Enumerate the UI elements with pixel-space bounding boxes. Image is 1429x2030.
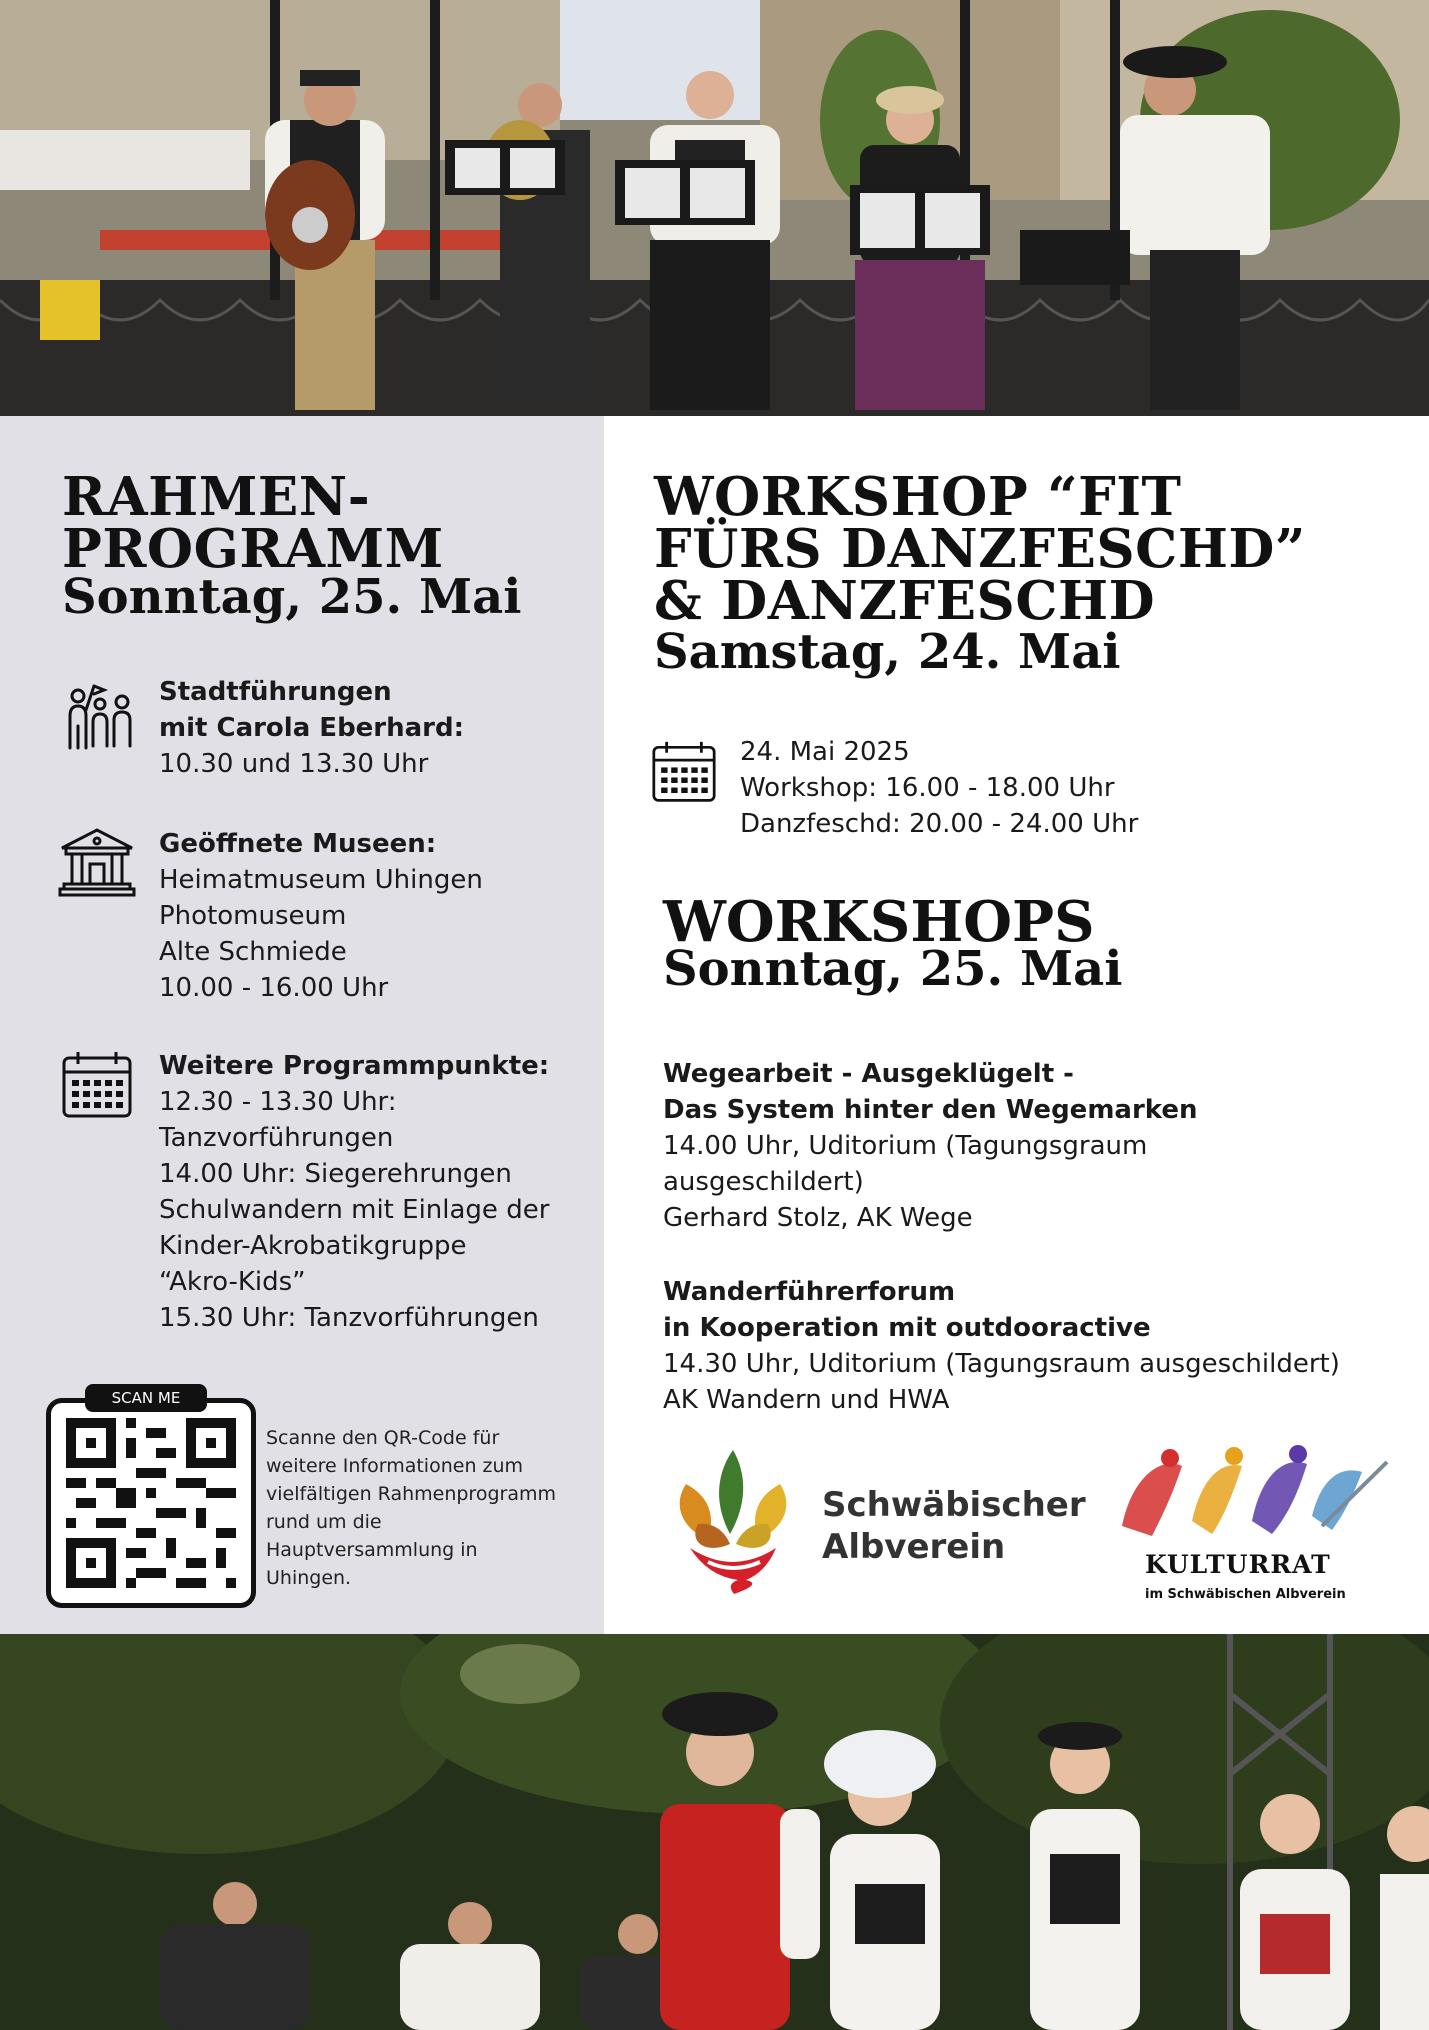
qr-description: Scanne den QR-Code für weitere Informationen zum vielfältigen Rahmenprogramm rund um die Hauptversammlung in Uhingen. [266, 1427, 556, 1589]
albverein-leaves-logo [668, 1444, 798, 1600]
wegearbeit-heading: Wegearbeit - Ausgeklügelt - Das System hinter den Wegemarken [663, 1059, 1198, 1125]
wanderfuehrerforum-line-2: AK Wandern und HWA [663, 1385, 950, 1415]
albverein-logo-text: Schwäbischer Albverein [822, 1485, 1086, 1567]
calendar-icon [62, 1050, 132, 1120]
schedule-line-2: Workshop: 16.00 - 18.00 Uhr [740, 773, 1115, 803]
wanderfuehrerforum-line-1: 14.30 Uhr, Uditorium (Tagungsraum ausgeschildert) [663, 1349, 1340, 1379]
wegearbeit-line-3: Gerhard Stolz, AK Wege [663, 1203, 973, 1233]
stadtfuehrungen-time: 10.30 und 13.30 Uhr [159, 749, 429, 779]
programmpunkte-block [159, 1048, 549, 1336]
programmpunkte-line-5: Kinder-Akrobatikgruppe [159, 1231, 467, 1261]
guided-tour-icon [64, 676, 138, 750]
top-photo-band [0, 0, 1429, 416]
calendar-icon [652, 740, 716, 804]
wanderfuehrerforum-heading: Wanderführerforum in Kooperation mit outdooractive [663, 1277, 1151, 1343]
schedule-line-3: Danzfeschd: 20.00 - 24.00 Uhr [740, 809, 1139, 839]
programmpunkte-line-4: Schulwandern mit Einlage der [159, 1195, 550, 1225]
bottom-photo-dancers [0, 1634, 1429, 2030]
programmpunkte-line-3: 14.00 Uhr: Siegerehrungen [159, 1159, 512, 1189]
workshop-title: WORKSHOP “FIT FÜRS DANZFESCHD” & DANZFESCHD [654, 466, 1306, 632]
museen-line-3: Alte Schmiede [159, 937, 347, 967]
museen-line-4: 10.00 - 16.00 Uhr [159, 973, 389, 1003]
museum-icon [58, 826, 136, 898]
qr-code-frame[interactable] [46, 1398, 256, 1608]
stadtfuehrungen-heading: Stadtführungen mit Carola Eberhard: [159, 677, 465, 743]
programmpunkte-heading: Weitere Programmpunkte: [159, 1051, 550, 1081]
workshops-date: Sonntag, 25. Mai [663, 941, 1123, 997]
museen-line-2: Photomuseum [159, 901, 347, 931]
rahmenprogramm-title: RAHMEN- PROGRAMM [62, 466, 444, 580]
workshop-wegearbeit [663, 1056, 1198, 1236]
stadtfuehrungen-block [159, 674, 464, 782]
workshop-date: Samstag, 24. Mai [654, 624, 1121, 680]
programmpunkte-line-2: Tanzvorführungen [159, 1123, 394, 1153]
schedule-line-1: 24. Mai 2025 [740, 737, 910, 767]
rahmenprogramm-date: Sonntag, 25. Mai [62, 569, 522, 625]
wegearbeit-line-2: ausgeschildert) [663, 1167, 864, 1197]
programmpunkte-line-1: 12.30 - 13.30 Uhr: [159, 1087, 397, 1117]
workshops-title: WORKSHOPS [663, 889, 1095, 955]
programmpunkte-line-6: “Akro-Kids” [159, 1267, 306, 1297]
kulturrat-dancers-logo [1112, 1436, 1392, 1548]
workshop-wanderfuehrerforum [663, 1274, 1340, 1418]
kulturrat-subtitle: im Schwäbischen Albverein [1145, 1587, 1346, 1602]
museen-heading: Geöffnete Museen: [159, 829, 437, 859]
museen-block [159, 826, 483, 1006]
scan-me-label: SCAN ME [85, 1384, 207, 1412]
programmpunkte-line-7: 15.30 Uhr: Tanzvorführungen [159, 1303, 539, 1333]
workshop-schedule [740, 734, 1138, 842]
wegearbeit-line-1: 14.00 Uhr, Uditorium (Tagungsgraum [663, 1131, 1148, 1161]
qr-code[interactable] [66, 1418, 236, 1588]
kulturrat-title: KULTURRAT [1145, 1550, 1331, 1579]
museen-line-1: Heimatmuseum Uhingen [159, 865, 483, 895]
